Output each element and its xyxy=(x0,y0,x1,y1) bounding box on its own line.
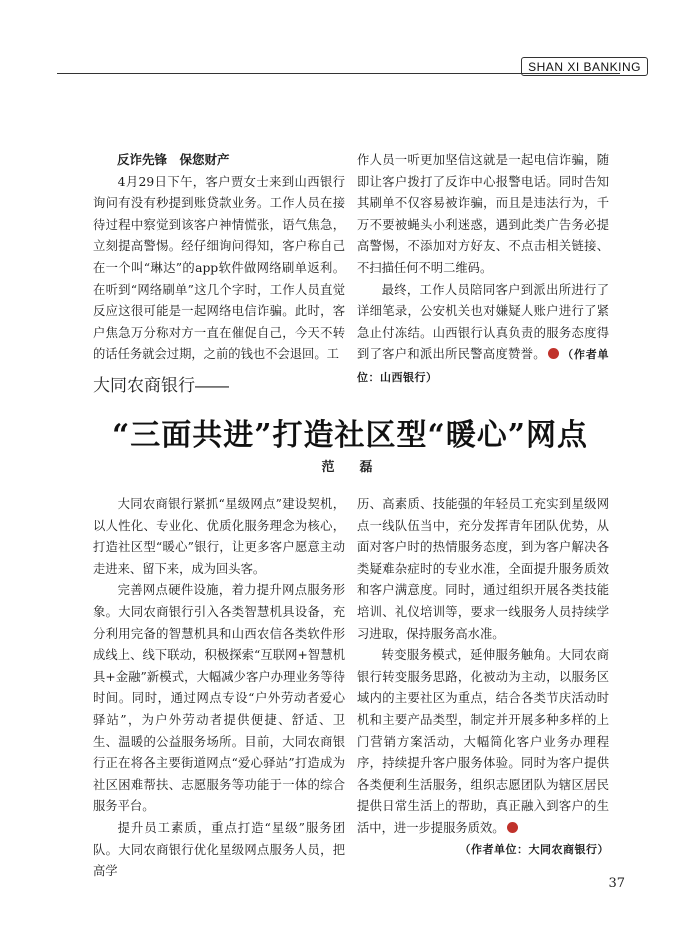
article2-author-note: （作者单位：大同农商银行） xyxy=(459,843,609,856)
article1-subheading: 反诈先锋 保您财产 xyxy=(117,153,230,167)
article2-byline: 范 磊 xyxy=(321,459,379,474)
article1-author-note: （作者单位：山西银行） xyxy=(357,349,609,384)
journal-tag: SHAN XI BANKING xyxy=(521,57,648,76)
article2-paragraph: 大同农商银行紧抓“星级网点”建设契机，以人性化、专业化、优质化服务理念为核心，打造社区型“暖心”银行，让更多客户愿意主动走进来、留下来，成为回头客。 xyxy=(93,497,345,576)
article1-right-column xyxy=(357,150,609,390)
article1-paragraph xyxy=(357,280,609,390)
header-rule xyxy=(57,73,620,74)
article1-left-column xyxy=(93,150,345,366)
article2-paragraph xyxy=(357,645,609,839)
article2-paragraph-text: 转变服务模式，延伸服务触角。大同农商银行转变服务思路，化被动为主动，以服务区域内的主要社区为重点，结合各类节庆活动时机和主要产品类型，制定并开展多种多样的上门营销方案活动，大幅简化客户业务办理程序，持续提升客户服务体验。同时为客户提供各类便利生活服务，组织志愿团队为辖区居民提供日常生活上的帮助，真正融入到客户的生活中，进一步提服务质效。 xyxy=(357,648,609,835)
article2-left-column xyxy=(93,494,345,883)
article2-paragraph: 历、高素质、技能强的年轻员工充实到星级网点一线队伍当中，充分发挥青年团队优势，从面对客户时的热情服务态度，到为客户解决各类疑难杂症时的专业水准，全面提升服务质效和客户满意度。同时，通过组织开展各类技能培训、礼仪培训等，要求一线服务人员持续学习进取，保持服务高水准。 xyxy=(357,497,609,641)
article1-paragraph: 4月29日下午，客户贾女士来到山西银行询问有没有秒提到账贷款业务。工作人员在接待过程中察觉到该客户神情慌张，语气焦急，立刻提高警惕。经仔细询问得知，客户称自己在一个叫“琳达”的app软件做网络刷单返利。在听到“网络刷单”这几个字时，工作人员直觉反应这很可能是一起网络电信诈骗。此时，客户焦急万分称对方一直在催促自己，今天不转的话任务就会过期，之前的钱也不会退回。工 xyxy=(93,174,345,362)
article2-kicker: 大同农商银行—— xyxy=(93,376,229,395)
article1-paragraph-text: 最终，工作人员陪同客户到派出所进行了详细笔录，公安机关也对嫌疑人账户进行了紧急止付冻结。山西银行认真负责的服务态度得到了客户和派出所民警高度赞誉。 xyxy=(357,282,609,362)
article2-paragraph: 完善网点硬件设施，着力提升网点服务形象。大同农商银行引入各类智慧机具设备，充分利用完备的智慧机具和山西农信各类软件形成线上、线下联动，积极探索“互联网+智慧机具+金融”新模式，大幅减少客户办理业务等待时间。同时，通过网点专设“户外劳动者爱心驿站”，为户外劳动者提供便捷、舒适、卫生、温暖的公益服务场所。目前，大同农商银行正在将各主要街道网点“爱心驿站”打造成为社区困难帮扶、志愿服务等功能于一体的综合服务平台。 xyxy=(93,583,345,814)
seal-icon xyxy=(507,822,518,833)
page-number: 37 xyxy=(608,876,625,891)
article2-title: “三面共进”打造社区型“暖心”网点 xyxy=(111,418,589,453)
seal-icon xyxy=(548,348,559,359)
article2-paragraph: 提升员工素质，重点打造“星级”服务团队。大同农商银行优化星级网点服务人员，把高学 xyxy=(93,820,345,879)
article2-right-column xyxy=(357,494,609,861)
article1-paragraph: 作人员一听更加坚信这就是一起电信诈骗，随即让客户拨打了反诈中心报警电话。同时告知其刷单不仅容易被诈骗，而且是违法行为，千万不要被蝇头小利迷惑，遇到此类广告务必提高警惕，不添加对方好友、不点击相关链接、不扫描任何不明二维码。 xyxy=(357,153,609,275)
